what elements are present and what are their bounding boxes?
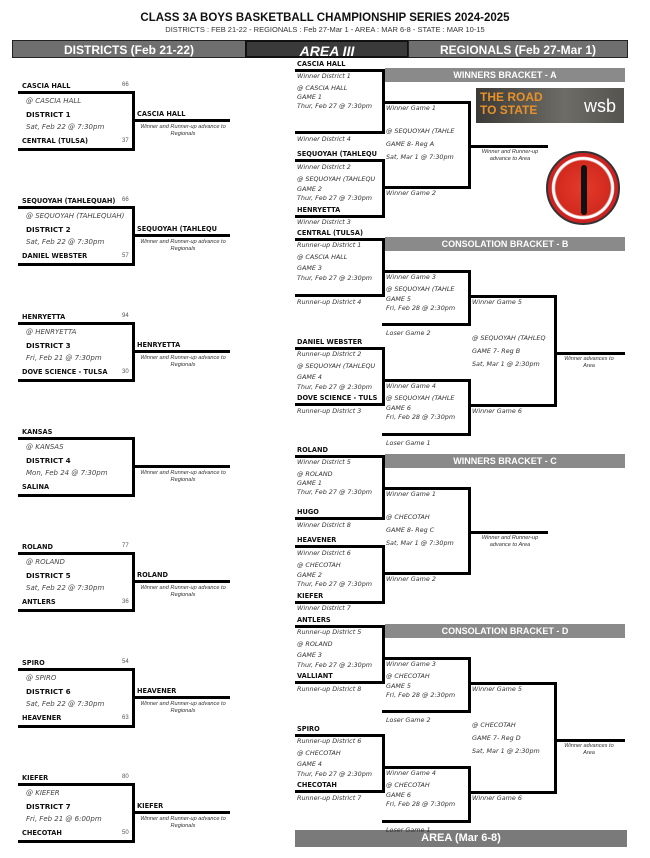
regional-slot-label: Loser Game 1 [386, 439, 431, 447]
bracket-line [468, 657, 471, 713]
district-label: DISTRICT 3 [26, 341, 71, 350]
regional-slot-label: Winner District 5 [297, 458, 351, 466]
regional-date: Fri, Feb 28 @ 2:30pm [386, 304, 456, 312]
regional-team: CENTRAL (TULSA) [297, 229, 363, 237]
district-score-top: 66 [122, 82, 129, 88]
regional-slot-label: Winner Game 2 [386, 189, 436, 197]
bracket-line [382, 433, 471, 436]
regional-slot-label: Winner Game 5 [472, 685, 522, 693]
regional-game: GAME 8- Reg C [386, 526, 435, 534]
district-team-top: KIEFER [22, 774, 49, 782]
bracket-line [295, 790, 385, 793]
bracket-line [132, 119, 230, 122]
bracket-line [382, 820, 471, 823]
district-advance-note: Winner and Runner-up advance to Regionals [140, 239, 226, 252]
regional-date: Thur, Feb 27 @ 2:30pm [297, 274, 373, 282]
regional-date: Thur, Feb 27 @ 2:30pm [297, 383, 373, 391]
regional-team: CASCIA HALL [297, 60, 346, 68]
area-header: AREA III [245, 40, 409, 58]
bracket-line [18, 263, 135, 266]
regional-team: DANIEL WEBSTER [297, 338, 363, 346]
bracket-line [468, 531, 548, 534]
district-team-top: CASCIA HALL [22, 82, 71, 90]
district-team-bottom: DANIEL WEBSTER [22, 252, 88, 260]
schedule-subtitle: DISTRICTS : FEB 21-22 - REGIONALS : Feb 27-Mar 1 - AREA : MAR 6-8 - STATE : MAR 10-15 [165, 25, 485, 34]
regionals-header: REGIONALS (Feb 27-Mar 1) [408, 40, 628, 58]
district-date: Sat, Feb 22 @ 7:30pm [26, 238, 105, 246]
bracket-line [554, 739, 625, 742]
regional-slot-label: Runner-up District 1 [297, 241, 362, 249]
bracket-line [132, 696, 230, 699]
bracket-line [468, 766, 471, 823]
bracket-line [18, 840, 135, 843]
bracket-line [18, 379, 135, 382]
district-team-top: ROLAND [22, 543, 53, 551]
district-label: DISTRICT 4 [26, 456, 71, 465]
advance-note: Winner advances to Area [564, 743, 614, 756]
regional-date: Fri, Feb 28 @ 2:30pm [386, 691, 456, 699]
regional-date: Thur, Feb 27 @ 7:30pm [297, 194, 373, 202]
regional-venue: @ SEQUOYAH (TAHLE [386, 394, 455, 402]
bracket-line [382, 238, 385, 297]
regional-venue: @ SEQUOYAH (TAHLE [386, 285, 455, 293]
district-team-bottom: SALINA [22, 483, 50, 491]
bracket-line [18, 206, 135, 209]
regional-game: GAME 1 [297, 479, 322, 487]
regional-venue: @ CHECOTAH [472, 721, 516, 729]
district-date: Fri, Feb 21 @ 7:30pm [26, 354, 102, 362]
regional-venue: @ CHECOTAH [297, 561, 341, 569]
regional-team: HEAVENER [297, 536, 337, 544]
district-winner: HEAVENER [137, 687, 177, 695]
district-venue: @ HENRYETTA [26, 328, 77, 336]
bracket-line [468, 379, 471, 436]
district-venue: @ KIEFER [26, 789, 60, 797]
bracket-line [18, 437, 135, 440]
district-venue: @ CASCIA HALL [26, 97, 82, 105]
bracket-line [554, 682, 557, 794]
district-label: DISTRICT 2 [26, 225, 71, 234]
regional-venue: @ CHECOTAH [386, 513, 430, 521]
district-venue: @ KANSAS [26, 443, 64, 451]
bracket-line [295, 403, 385, 406]
regional-game: GAME 2 [297, 571, 322, 579]
regional-slot-label: Winner Game 4 [386, 769, 436, 777]
sponsor-logo: wsb [583, 96, 616, 116]
regional-game: GAME 6 [386, 791, 411, 799]
regional-date: Thur, Feb 27 @ 7:30pm [297, 488, 373, 496]
district-winner: CASCIA HALL [137, 110, 186, 118]
district-label: DISTRICT 7 [26, 802, 71, 811]
regional-slot-label: Winner Game 2 [386, 575, 436, 583]
bracket-line [18, 552, 135, 555]
district-advance-note: Winner and Runner-up advance to Regionals [140, 470, 226, 483]
district-date: Sat, Feb 22 @ 7:30pm [26, 123, 105, 131]
regional-slot-label: Winner Game 6 [472, 794, 522, 802]
district-advance-note: Winner and Runner-up advance to Regionals [140, 585, 226, 598]
bracket-line [132, 465, 230, 468]
bracket-line [382, 347, 385, 406]
regional-team: HUGO [297, 508, 319, 516]
district-score-top: 66 [122, 197, 129, 203]
regional-venue: @ CHECOTAH [386, 781, 430, 789]
road-to-state-text: THE ROAD TO STATE [480, 90, 543, 117]
district-winner: ROLAND [137, 571, 168, 579]
regional-slot-label: Winner District 4 [297, 135, 351, 143]
regional-team: DOVE SCIENCE - TULS [297, 394, 378, 402]
bracket-line [382, 710, 471, 713]
bracket-line [18, 783, 135, 786]
road-to-state-logo [476, 88, 624, 123]
regional-team: CHECOTAH [297, 781, 337, 789]
district-score-bottom: 36 [122, 599, 129, 605]
regional-team: ANTLERS [297, 616, 331, 624]
regional-slot-label: Winner Game 6 [472, 407, 522, 415]
regional-slot-label: Runner-up District 4 [297, 298, 362, 306]
regional-slot-label: Loser Game 1 [386, 826, 431, 834]
regional-slot-label: Winner District 6 [297, 549, 351, 557]
regional-date: Thur, Feb 27 @ 7:30pm [297, 102, 373, 110]
regional-slot-label: Runner-up District 3 [297, 407, 362, 415]
bracket-line [382, 625, 385, 684]
bracket-line [132, 350, 230, 353]
regional-slot-label: Winner District 7 [297, 604, 351, 612]
district-label: DISTRICT 6 [26, 687, 71, 696]
page-title: CLASS 3A BOYS BASKETBALL CHAMPIONSHIP SERIES 2024-2025 [140, 12, 510, 24]
regional-slot-label: Winner Game 1 [386, 490, 436, 498]
bracket-line [18, 494, 135, 497]
district-score-bottom: 57 [122, 253, 129, 259]
district-team-bottom: CENTRAL (TULSA) [22, 137, 88, 145]
regional-slot-label: Winner Game 1 [386, 104, 436, 112]
bracket-line [468, 145, 548, 148]
district-team-bottom: ANTLERS [22, 598, 56, 606]
regional-team: SEQUOYAH (TAHLEQU [297, 150, 377, 158]
regional-team: ROLAND [297, 446, 328, 454]
regional-venue: @ ROLAND [297, 640, 333, 648]
regional-game: GAME 4 [297, 760, 322, 768]
regional-slot-label: Winner District 2 [297, 163, 351, 171]
bracket-line [554, 295, 557, 407]
district-winner: HENRYETTA [137, 341, 181, 349]
district-advance-note: Winner and Runner-up advance to Regionals [140, 124, 226, 137]
district-score-top: 54 [122, 659, 129, 665]
regional-date: Thur, Feb 27 @ 7:30pm [297, 580, 373, 588]
regional-slot-label: Winner Game 4 [386, 382, 436, 390]
district-score-top: 77 [122, 543, 129, 549]
district-winner: KIEFER [137, 802, 164, 810]
regional-venue: @ ROLAND [297, 470, 333, 478]
district-team-top: SEQUOYAH (TAHLEQUAH) [22, 197, 116, 205]
districts-header: DISTRICTS (Feb 21-22) [12, 40, 246, 58]
regional-venue: @ SEQUOYAH (TAHLEQ [472, 334, 546, 342]
area-footer-bar: AREA (Mar 6-8) [295, 830, 627, 847]
district-score-top: 80 [122, 774, 129, 780]
district-team-bottom: HEAVENER [22, 714, 62, 722]
regional-team: VALLIANT [297, 672, 333, 680]
regional-slot-label: Runner-up District 5 [297, 628, 362, 636]
regional-date: Sat, Mar 1 @ 7:30pm [386, 539, 454, 547]
regional-slot-label: Winner District 3 [297, 218, 351, 226]
district-team-top: HENRYETTA [22, 313, 66, 321]
regional-slot-label: Loser Game 2 [386, 329, 431, 337]
regional-game: GAME 5 [386, 295, 411, 303]
district-team-top: KANSAS [22, 428, 53, 436]
regional-slot-label: Runner-up District 7 [297, 794, 362, 802]
bracket-line [295, 131, 385, 134]
regional-team: KIEFER [297, 592, 324, 600]
ossaa-seal-logo [546, 151, 620, 225]
regional-slot-label: Winner Game 5 [472, 298, 522, 306]
regional-team: SPIRO [297, 725, 320, 733]
district-score-bottom: 50 [122, 830, 129, 836]
bracket-line [554, 352, 625, 355]
district-advance-note: Winner and Runner-up advance to Regionals [140, 701, 226, 714]
regional-venue: @ SEQUOYAH (TAHLEQU [297, 362, 376, 370]
district-date: Sat, Feb 22 @ 7:30pm [26, 700, 105, 708]
district-score-bottom: 63 [122, 715, 129, 721]
seal-figure-icon [581, 165, 587, 215]
bracket-line [382, 323, 471, 326]
regional-venue: @ CHECOTAH [386, 672, 430, 680]
district-venue: @ SEQUOYAH (TAHLEQUAH) [26, 212, 125, 220]
regional-date: Sat, Mar 1 @ 2:30pm [472, 747, 540, 755]
district-label: DISTRICT 1 [26, 110, 71, 119]
regional-game: GAME 7- Reg B [472, 347, 521, 355]
district-venue: @ ROLAND [26, 558, 65, 566]
regional-game: GAME 6 [386, 404, 411, 412]
regional-game: GAME 2 [297, 185, 322, 193]
regional-slot-label: Winner Game 3 [386, 273, 436, 281]
consolation-bracket-header: CONSOLATION BRACKET - B [385, 237, 625, 251]
district-score-top: 94 [122, 313, 129, 319]
regional-venue: @ SEQUOYAH (TAHLE [386, 127, 455, 135]
regional-date: Fri, Feb 28 @ 7:30pm [386, 800, 456, 808]
regional-game: GAME 8- Reg A [386, 140, 435, 148]
regional-slot-label: Runner-up District 6 [297, 737, 362, 745]
regional-slot-label: Loser Game 2 [386, 716, 431, 724]
regional-slot-label: Winner Game 3 [386, 660, 436, 668]
bracket-line [18, 609, 135, 612]
bracket-line [132, 580, 230, 583]
bracket-line [18, 668, 135, 671]
bracket-line [18, 91, 135, 94]
regional-game: GAME 1 [297, 93, 322, 101]
regional-game: GAME 3 [297, 264, 322, 272]
regional-venue: @ SEQUOYAH (TAHLEQU [297, 175, 376, 183]
regional-date: Thur, Feb 27 @ 2:30pm [297, 770, 373, 778]
bracket-line [295, 294, 385, 297]
bracket-line [18, 725, 135, 728]
bracket-line [18, 148, 135, 151]
regional-game: GAME 7- Reg D [472, 734, 521, 742]
district-venue: @ SPIRO [26, 674, 57, 682]
winners-bracket-header: WINNERS BRACKET - A [385, 68, 625, 82]
bracket-line [382, 734, 385, 793]
regional-slot-label: Runner-up District 2 [297, 350, 362, 358]
winners-bracket-header: WINNERS BRACKET - C [385, 454, 625, 468]
district-label: DISTRICT 5 [26, 571, 71, 580]
regional-date: Thur, Feb 27 @ 2:30pm [297, 661, 373, 669]
bracket-line [295, 681, 385, 684]
consolation-bracket-header: CONSOLATION BRACKET - D [385, 624, 625, 638]
district-team-top: SPIRO [22, 659, 45, 667]
bracket-line [295, 517, 385, 520]
advance-note: Winner and Runner-up advance to Area [481, 535, 539, 548]
district-advance-note: Winner and Runner-up advance to Regionals [140, 816, 226, 829]
bracket-line [132, 811, 230, 814]
district-date: Sat, Feb 22 @ 7:30pm [26, 584, 105, 592]
district-date: Fri, Feb 21 @ 6:00pm [26, 815, 102, 823]
district-team-bottom: CHECOTAH [22, 829, 62, 837]
regional-slot-label: Runner-up District 8 [297, 685, 362, 693]
district-advance-note: Winner and Runner-up advance to Regionals [140, 355, 226, 368]
district-date: Mon, Feb 24 @ 7:30pm [26, 469, 108, 477]
regional-team: HENRYETTA [297, 206, 341, 214]
bracket-line [18, 322, 135, 325]
regional-game: GAME 3 [297, 651, 322, 659]
regional-date: Sat, Mar 1 @ 7:30pm [386, 153, 454, 161]
regional-slot-label: Winner District 1 [297, 72, 351, 80]
bracket-line [132, 234, 230, 237]
bracket-line [295, 159, 385, 162]
regional-venue: @ CHECOTAH [297, 749, 341, 757]
advance-note: Winner advances to Area [564, 356, 614, 369]
district-team-bottom: DOVE SCIENCE - TULSA [22, 368, 108, 376]
regional-game: GAME 5 [386, 682, 411, 690]
advance-note: Winner and Runner-up advance to Area [481, 149, 539, 162]
bracket-line [295, 545, 385, 548]
regional-slot-label: Winner District 8 [297, 521, 351, 529]
district-score-bottom: 37 [122, 138, 129, 144]
bracket-line [468, 270, 471, 326]
district-winner: SEQUOYAH (TAHLEQU [137, 225, 217, 233]
regional-venue: @ CASCIA HALL [297, 253, 348, 261]
regional-game: GAME 4 [297, 373, 322, 381]
district-score-bottom: 30 [122, 369, 129, 375]
regional-date: Sat, Mar 1 @ 2:30pm [472, 360, 540, 368]
regional-date: Fri, Feb 28 @ 7:30pm [386, 413, 456, 421]
regional-venue: @ CASCIA HALL [297, 84, 348, 92]
